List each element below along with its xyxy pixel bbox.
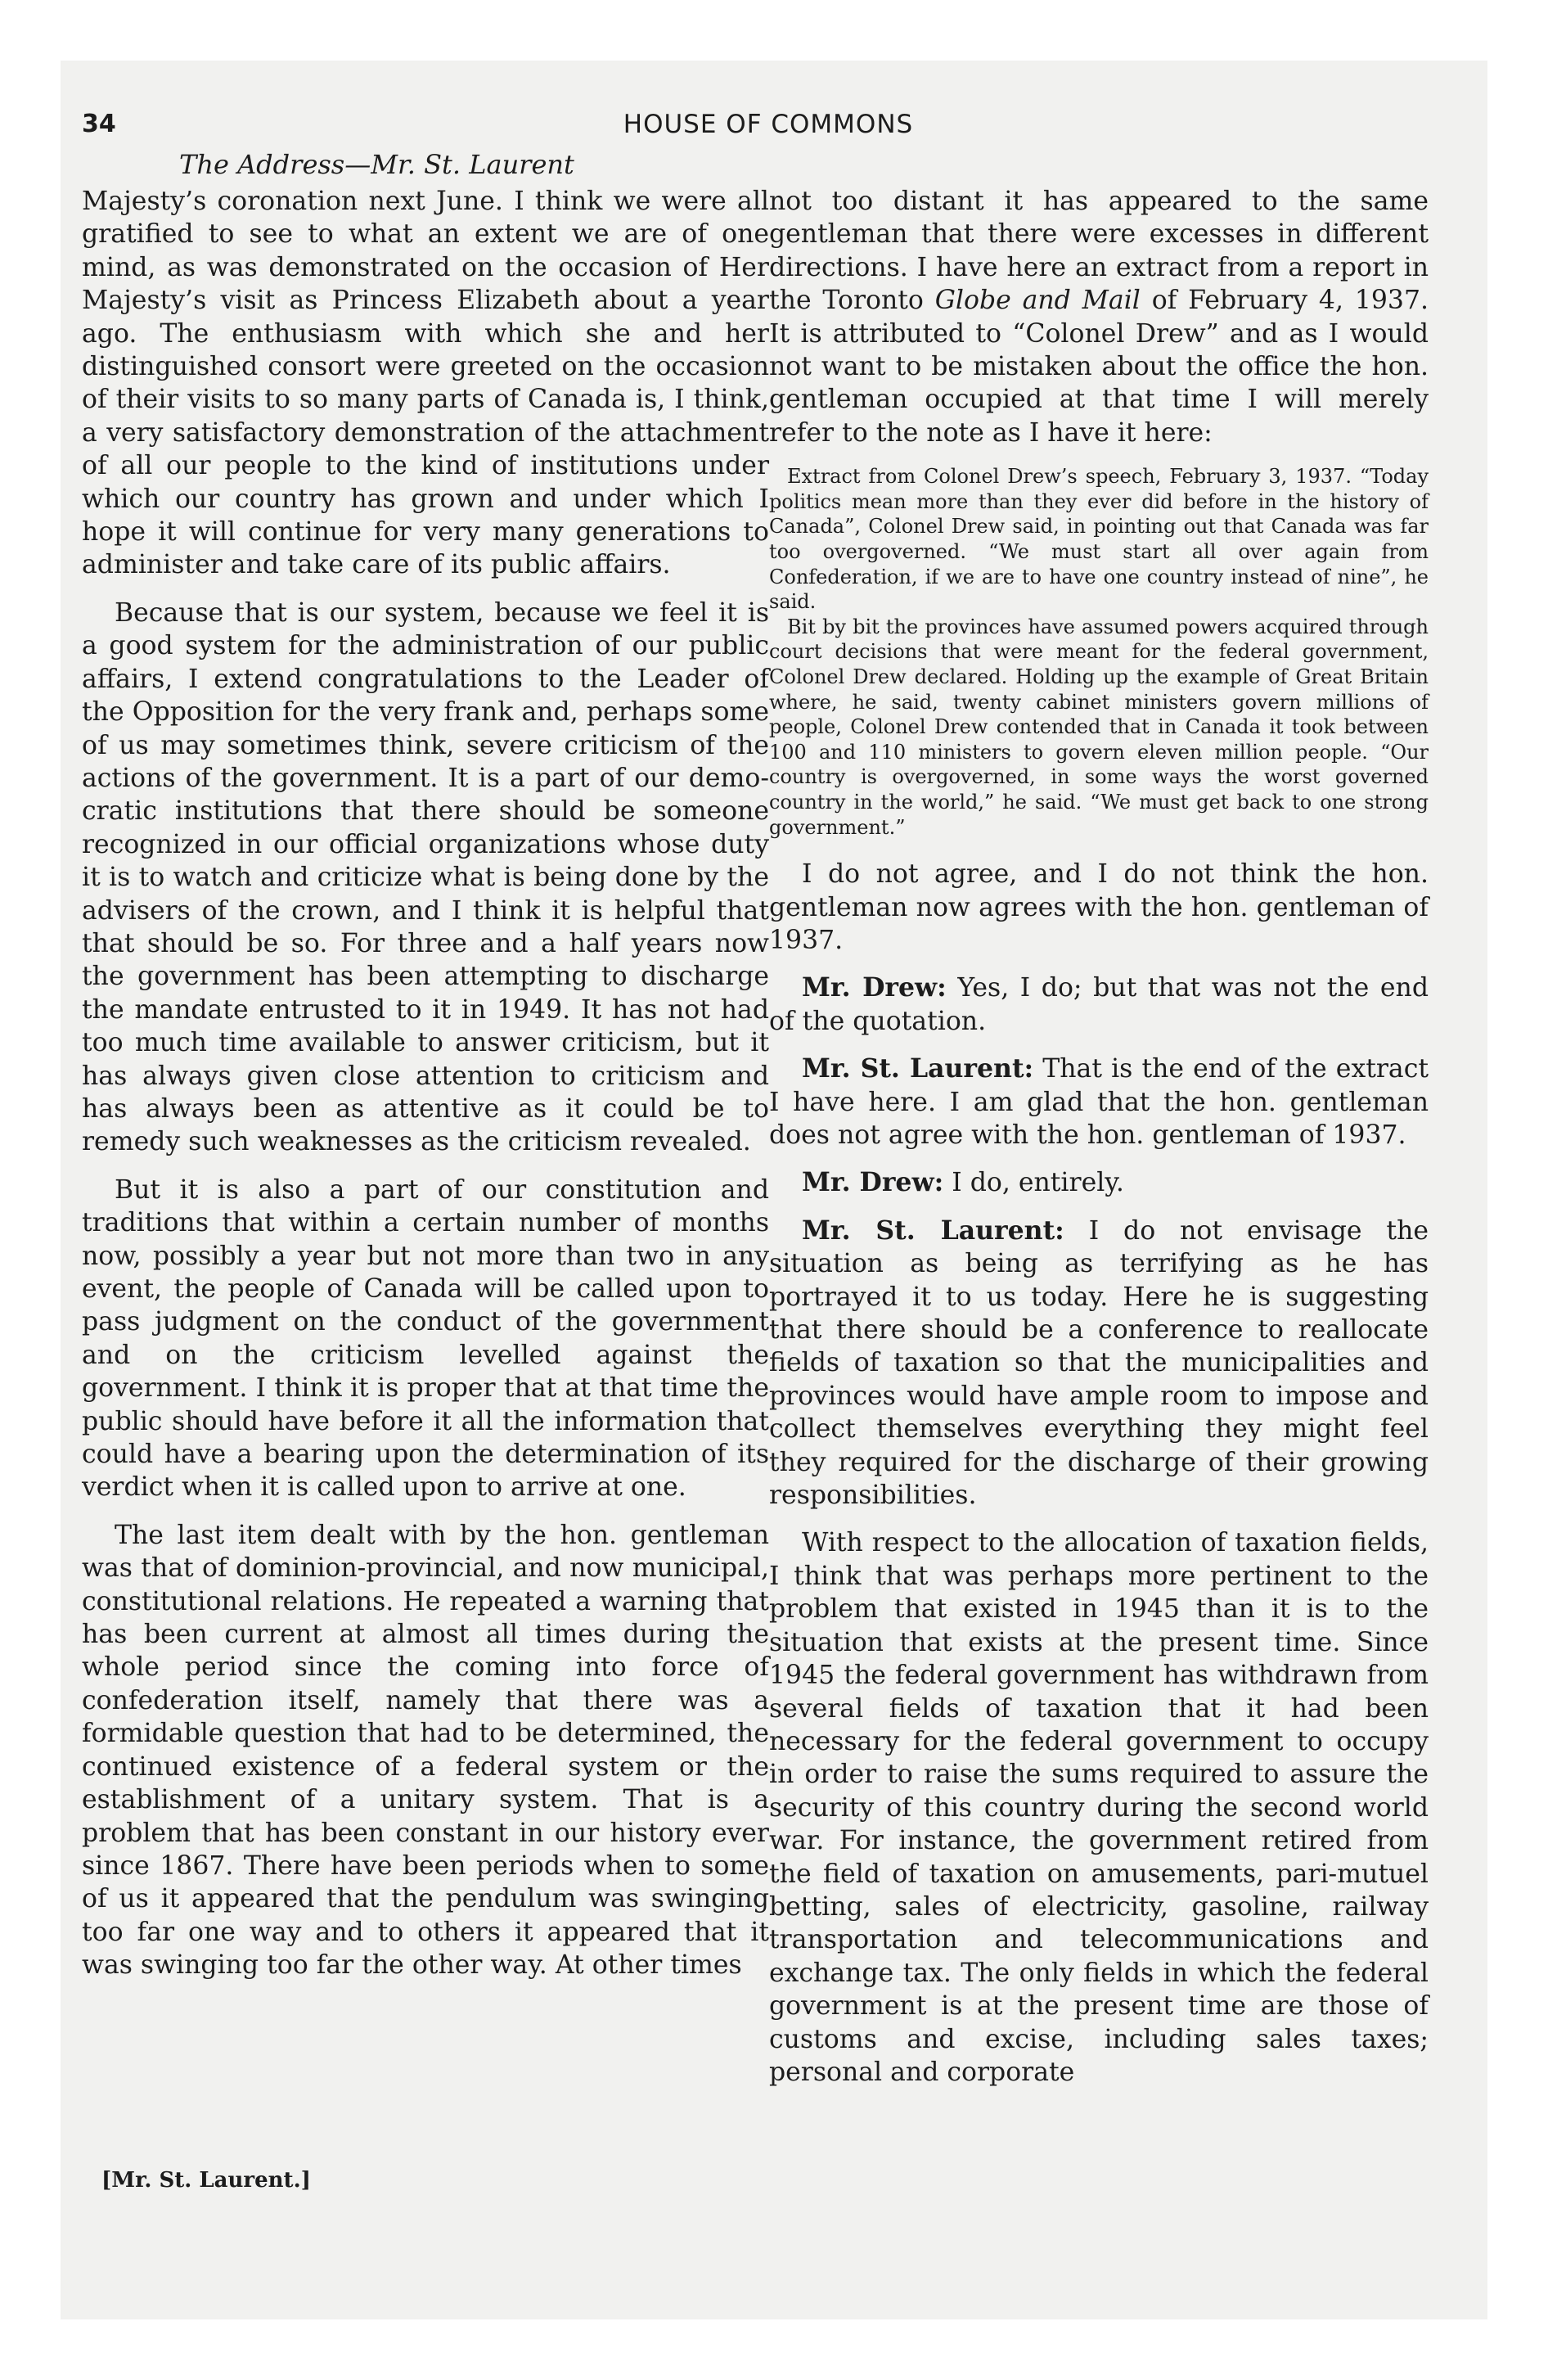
page-number: 34 <box>82 110 116 138</box>
paragraph: The last item dealt with by the hon. gentleman was that of dominion-provincial, and now municipal, constitutional relations. He repeated a warning that has been current at almost all times during the whole period since the coming into force of confederation itself, namely that there was a formidable question that had to be determined, the continued existence of a federal system or the establishment of a unitary system. That is a problem that has been constant in our history ever since 1867. There have been periods when to some of us it appeared that the pendulum was swinging too far one way and to others it appeared that it was swinging too far the other way. At other times <box>82 1520 769 1981</box>
exchange <box>769 971 1429 1038</box>
quote-paragraph: Bit by bit the provinces have assumed powers acquired through court decisions that were meant for the federal government, Colonel Drew declared. Holding up the example of Great Britain where, he said, twenty cabinet ministers govern millions of people, Colonel Drew contended that in Canada it took between 100 and 110 ministers to govern eleven million people. “Our country is overgoverned, in some ways the worst governed country in the world,” he said. “We must get back to one strong government.” <box>769 615 1429 839</box>
paragraph <box>769 185 1429 449</box>
speaker-attribution: [Mr. St. Laurent.] <box>101 2168 311 2193</box>
speaker-name: Mr. Drew: <box>802 972 947 1003</box>
speaker-name: Mr. Drew: <box>802 1167 944 1198</box>
block-quote <box>769 464 1429 840</box>
section-heading: The Address—Mr. St. Laurent <box>179 149 574 180</box>
running-title: HOUSE OF COMMONS <box>623 110 914 139</box>
exchange <box>769 1215 1429 1512</box>
speaker-name: Mr. St. Laurent: <box>802 1053 1034 1084</box>
quote-paragraph: Extract from Colonel Drew’s speech, February 3, 1937. “Today politics mean more than they ever did before in the history of Canada”, Colonel Drew said, in pointing out that Canada was far too overgoverned. “We must start all over again from Confederation, if we are to have one country instead of nine”, he said. <box>769 465 1429 614</box>
speech-text: That is the end of the extract I have here. I am glad that the hon. gentleman does not agree with the hon. gentleman of 1937. <box>769 1054 1429 1150</box>
paragraph: Majesty’s coronation next June. I think we were all gratified to see to what an extent we are of one mind, as was demonstrated on the occasion of Her Majesty’s visit as Princess Elizabeth about a year ago. The enthusiasm with which she and her distinguished consort were greeted on the occasion of their visits to so many parts of Canada is, I think, a very satisfactory demonstration of the attachment of all our people to the kind of institutions under which our country has grown and under which I hope it will continue for very many generations to administer and take care of its public affairs. <box>82 187 769 580</box>
right-column <box>769 185 1429 2103</box>
speech-text: Yes, I do; but that was not the end of the quotation. <box>769 973 1429 1036</box>
paragraph-text: not too distant it has appeared to the same gentleman that there were excesses in different directions. I have here an extract from a report in the Toronto <box>769 187 1429 316</box>
paragraph: I do not agree, and I do not think the hon. gentleman now agrees with the hon. gentleman of 1937. <box>769 859 1429 955</box>
page-header <box>82 110 1455 151</box>
exchange <box>769 1166 1429 1199</box>
paragraph: Because that is our system, because we feel it is a good system for the administration of our public affairs, I extend congratulations to the Leader of the Opposition for the very frank and, perhaps some of us may sometimes think, severe criticism of the actions of the government. It is a part of our democratic institutions that there should be someone recognized in our official organizations whose duty it is to watch and criticize what is being done by the advisers of the crown, and I think it is helpful that that should be so. For three and a half years now the government has been attempting to discharge the mandate entrusted to it in 1949. It has not had too much time available to answer criticism, but it has always given close attention to criticism and has always been as attentive as it could be to remedy such weaknesses as the criticism revealed. <box>82 597 769 1157</box>
exchange <box>769 1053 1429 1152</box>
paragraph-text: of February 4, 1937. It is attributed to “Colonel Drew” and as I would not want to be mistaken about the office the hon. gentleman occupied at that time I will merely refer to the note as I have it here: <box>769 286 1429 448</box>
speech-text: I do, entirely. <box>952 1168 1124 1198</box>
speaker-name: Mr. St. Laurent: <box>802 1215 1064 1246</box>
speech-text: I do not envisage the situation as being as terrifying as he has portrayed it to us today. Here he is suggesting that there should be a conference to reallocate fields of taxation so that the municipalities and provinces would have ample room to impose and collect themselves everything they might feel they required for the discharge of their growing responsibilities. <box>769 1215 1429 1511</box>
paragraph: But it is also a part of our constitution and traditions that within a certain number of months now, possibly a year but not more than two in any event, the people of Canada will be called upon to pass judgment on the conduct of the government and on the criticism levelled against the government. I think it is proper that at that time the public should have before it all the information that could have a bearing upon the determination of its verdict when it is called upon to arrive at one. <box>82 1174 769 1503</box>
paragraph: With respect to the allocation of taxation fields, I think that was perhaps more pertinent to the problem that existed in 1945 than it is to the situation that exists at the present time. Since 1945 the federal government has withdrawn from several fields of taxation that it had been necessary for the federal government to occupy in order to raise the sums required to assure the security of this country during the second world war. For instance, the government retired from the field of taxation on amusements, pari-mutuel betting, sales of electricity, gasoline, railway transportation and telecommunications and exchange tax. The only fields in which the federal government is at the present time are those of customs and excise, including sales taxes; personal and corporate <box>769 1528 1429 2087</box>
left-column <box>82 185 769 1997</box>
page-sheet <box>61 61 1487 2319</box>
newspaper-title: Globe and Mail <box>934 286 1141 316</box>
